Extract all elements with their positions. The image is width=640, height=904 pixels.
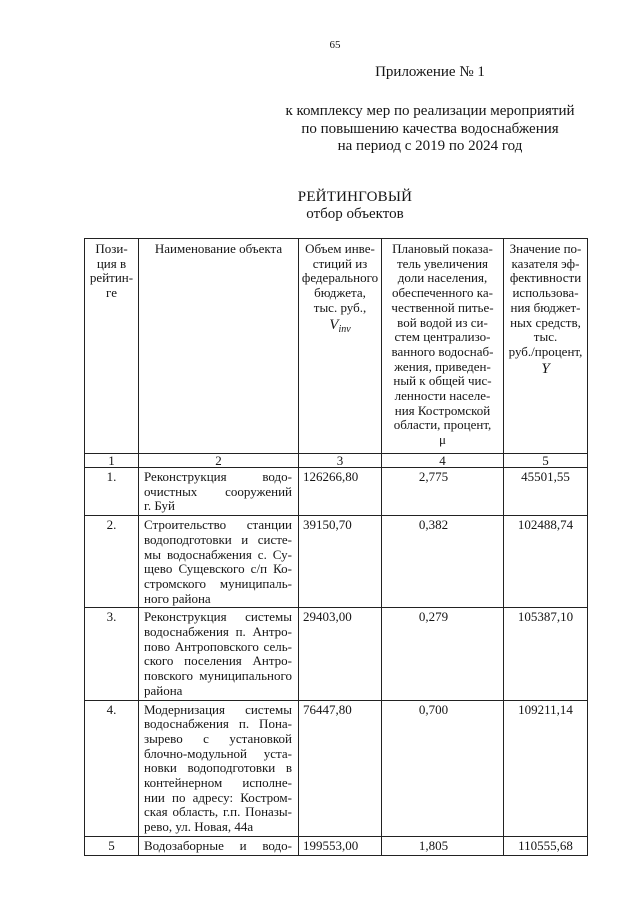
object-name-line: блочно-модульной уста- (144, 745, 292, 761)
object-name-line: мы водоснабжения с. Су- (144, 546, 292, 562)
header-line: руб./процент, (508, 343, 583, 359)
header-line: стиций из (312, 255, 368, 271)
table-row (85, 700, 588, 836)
object-name-line: ская область, г.п. Поназы- (144, 804, 292, 820)
header-line: тель увеличения (396, 255, 489, 271)
header-line: доли населения, (397, 270, 488, 286)
header-line: ния Костромской (394, 402, 491, 418)
row-efficiency: 102488,74 (504, 516, 588, 608)
column-number: 2 (139, 454, 299, 468)
column-number: 1 (85, 454, 139, 468)
appendix-title: Приложение № 1 (375, 64, 485, 80)
heading-title: РЕЙТИНГОВЫЙ (297, 189, 413, 205)
header-line: Наименование объекта (154, 241, 283, 256)
column-number-row (85, 454, 588, 468)
document-heading (255, 188, 455, 222)
heading-subtitle: отбор объектов (306, 206, 404, 222)
object-name-line: г. Буй (144, 498, 175, 514)
row-object-name (139, 468, 299, 516)
object-name-line: рево, ул. Новая, 44а (144, 819, 254, 835)
header-position (85, 239, 139, 454)
header-line: стем централизо- (394, 329, 491, 345)
object-name-line: пово Антроповского сель- (144, 638, 292, 654)
row-investment: 39150,70 (299, 516, 382, 608)
row-position: 2. (85, 516, 139, 608)
appendix-block (270, 63, 590, 156)
header-line: ных средств, (510, 314, 581, 330)
header-line: Объем инве- (305, 241, 375, 256)
column-number: 3 (299, 454, 382, 468)
page-number: 65 (329, 39, 341, 51)
row-efficiency: 110555,68 (504, 836, 588, 855)
header-line: использова- (512, 285, 579, 301)
row-indicator: 1,805 (382, 836, 504, 855)
row-indicator: 0,382 (382, 516, 504, 608)
object-name-line: Строительство станции (144, 517, 292, 533)
table-row (85, 608, 588, 700)
row-investment: 126266,80 (299, 468, 382, 516)
row-investment: 199553,00 (299, 836, 382, 855)
appendix-line: к комплексу мер по реализации мероприятий (285, 103, 575, 119)
object-name-line: водоснабжения п. Пона- (144, 716, 292, 732)
table-row (85, 468, 588, 516)
header-line: чественной питье- (391, 299, 494, 315)
header-line: тыс. (533, 329, 558, 345)
object-name-line: очистных сооружений (144, 483, 292, 499)
row-investment: 76447,80 (299, 700, 382, 836)
object-name-line: Водозаборные и водо- (144, 837, 292, 853)
header-indicator (382, 239, 504, 454)
object-name-line: новки водоподготовки в (144, 760, 292, 776)
appendix-subtitle (270, 103, 590, 156)
row-position: 4. (85, 700, 139, 836)
header-line: обеспеченного ка- (392, 285, 493, 301)
header-line: тыс. руб., (313, 299, 367, 315)
row-object-name (139, 608, 299, 700)
header-line: ция в (96, 255, 127, 271)
column-number: 4 (382, 454, 504, 468)
row-efficiency: 45501,55 (504, 468, 588, 516)
header-line: Плановый показа- (392, 241, 493, 256)
header-line: фективности (509, 270, 582, 286)
header-line: ния бюджет- (510, 299, 581, 315)
row-object-name (139, 700, 299, 836)
row-object-name (139, 516, 299, 608)
efficiency-symbol: Y (541, 360, 550, 377)
table-row (85, 836, 588, 855)
table-row (85, 516, 588, 608)
appendix-line: по повышению качества водоснабжения (301, 120, 559, 137)
row-position: 5 (85, 836, 139, 855)
row-position: 3. (85, 608, 139, 700)
object-name-line: водоснабжения п. Антро- (144, 624, 292, 640)
header-line: ге (106, 285, 117, 301)
table-header-row (85, 239, 588, 454)
object-name-line: повского муниципального (144, 668, 292, 684)
row-indicator: 2,775 (382, 468, 504, 516)
header-line: жения, приведен- (394, 358, 491, 374)
header-line: области, процент, (393, 417, 492, 433)
object-name-line: Модернизация системы (144, 701, 292, 717)
object-name-line: контейнерном исполне- (144, 775, 292, 791)
investment-symbol-subscript: inv (338, 323, 351, 335)
rating-table (84, 238, 588, 856)
row-object-name (139, 836, 299, 855)
object-name-line: Реконструкция системы (144, 609, 292, 625)
object-name-line: нии по адресу: Костром- (144, 789, 292, 805)
object-name-line: щево Сущевского с/п Ко- (144, 561, 292, 577)
object-name-line: ского поселения Антро- (144, 653, 292, 669)
header-efficiency (504, 239, 588, 454)
header-line: вой водой из си- (397, 314, 488, 330)
header-line: ванного водоснаб- (391, 343, 494, 359)
header-object-name (139, 239, 299, 454)
indicator-symbol: μ (439, 432, 446, 448)
row-investment: 29403,00 (299, 608, 382, 700)
object-name-line: стромского муниципаль- (144, 575, 292, 591)
row-efficiency: 105387,10 (504, 608, 588, 700)
header-line: ный к общей чис- (393, 373, 492, 389)
header-line: рейтин- (89, 270, 134, 286)
column-number: 5 (504, 454, 588, 468)
row-position: 1. (85, 468, 139, 516)
object-name-line: ного района (144, 590, 211, 606)
investment-symbol: V (329, 316, 339, 333)
object-name-line: района (144, 682, 183, 698)
header-line: федерального (301, 270, 379, 286)
row-efficiency: 109211,14 (504, 700, 588, 836)
appendix-line: на период с 2019 по 2024 год (337, 138, 523, 154)
header-line: казателя эф- (511, 255, 580, 271)
row-indicator: 0,700 (382, 700, 504, 836)
object-name-line: водоподготовки и систе- (144, 531, 292, 547)
header-line: Значение по- (509, 241, 582, 256)
object-name-line: зырево с установкой (144, 730, 292, 746)
header-line: бюджета, (314, 285, 366, 301)
row-indicator: 0,279 (382, 608, 504, 700)
header-symbol-line (301, 316, 379, 334)
object-name-line: Реконструкция водо- (144, 469, 292, 484)
header-line: ленности населе- (394, 388, 491, 404)
header-investment (299, 239, 382, 454)
header-line: Пози- (95, 241, 128, 256)
